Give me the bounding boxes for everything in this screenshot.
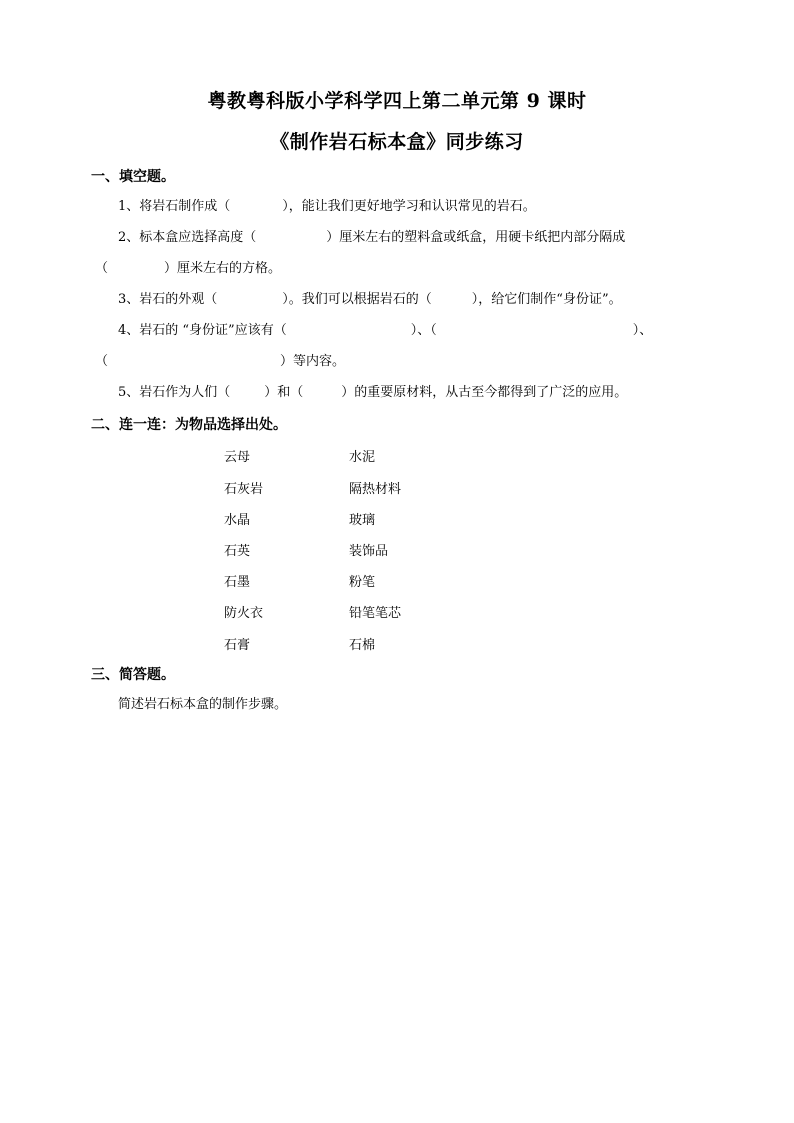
- match-right-item: 水泥: [349, 450, 376, 465]
- match-left-item: 石灰岩: [224, 482, 264, 497]
- question-4-part-b: ）、（: [410, 323, 437, 338]
- question-3-part-b: ）。我们可以根据岩石的（: [282, 292, 432, 307]
- question-5-part-b: ）和（: [264, 385, 304, 400]
- question-4-part-a: 4、岩石的 “身份证”应该有（: [118, 323, 287, 338]
- question-4-continued: [95, 353, 345, 371]
- question-2-part-c: （: [95, 261, 109, 276]
- question-5-part-a: 5、岩石作为人们（: [118, 385, 231, 400]
- match-right-item: 装饰品: [349, 544, 389, 559]
- question-2: [118, 229, 625, 247]
- match-left-item: 石膏: [224, 638, 251, 653]
- match-right-item: 石棉: [349, 638, 376, 653]
- question-4: [118, 322, 652, 340]
- match-right-item: 玻璃: [349, 513, 376, 528]
- question-4-part-e: ）等内容。: [280, 354, 346, 369]
- question-4-part-c: ）、: [632, 323, 653, 338]
- question-2-part-b: ）厘米左右的塑料盒或纸盒，用硬卡纸把内部分隔成: [326, 230, 626, 245]
- question-2-part-a: 2、标本盒应选择高度（: [118, 230, 257, 245]
- question-3-part-a: 3、岩石的外观（: [118, 292, 218, 307]
- question-5-part-c: ）的重要原材料，从古至今都得到了广泛的应用。: [341, 385, 628, 400]
- section-short-answer-heading: 三、简答题。: [91, 667, 175, 683]
- match-right-item: 粉笔: [349, 575, 376, 590]
- match-left-item: 石英: [224, 544, 251, 559]
- worksheet-subtitle: 《制作岩石标本盒》同步练习: [270, 131, 524, 153]
- question-3-part-c: ），给它们制作“身份证”。: [471, 292, 622, 307]
- section-fill-in-blank-heading: 一、填空题。: [91, 169, 175, 185]
- match-left-item: 云母: [224, 450, 251, 465]
- short-answer-question: 简述岩石标本盒的制作步骤。: [118, 697, 288, 712]
- question-3: [118, 291, 622, 309]
- match-left-item: 防火衣: [224, 606, 264, 621]
- question-1-part-b: ），能让我们更好地学习和认识常见的岩石。: [282, 199, 536, 214]
- worksheet-title: 粤教粤科版小学科学四上第二单元第 9 课时: [207, 90, 587, 112]
- question-4-part-d: （: [95, 354, 109, 369]
- match-right-item: 铅笔笔芯: [349, 606, 402, 621]
- question-2-continued: [95, 260, 281, 278]
- question-5: [118, 384, 627, 402]
- question-1: [118, 198, 536, 216]
- match-right-item: 隔热材料: [349, 482, 402, 497]
- match-left-item: 水晶: [224, 513, 251, 528]
- question-2-part-d: ）厘米左右的方格。: [164, 261, 282, 276]
- match-left-item: 石墨: [224, 575, 251, 590]
- section-matching-heading: 二、连一连：为物品选择出处。: [91, 417, 287, 433]
- question-1-part-a: 1、将岩石制作成（: [118, 199, 231, 214]
